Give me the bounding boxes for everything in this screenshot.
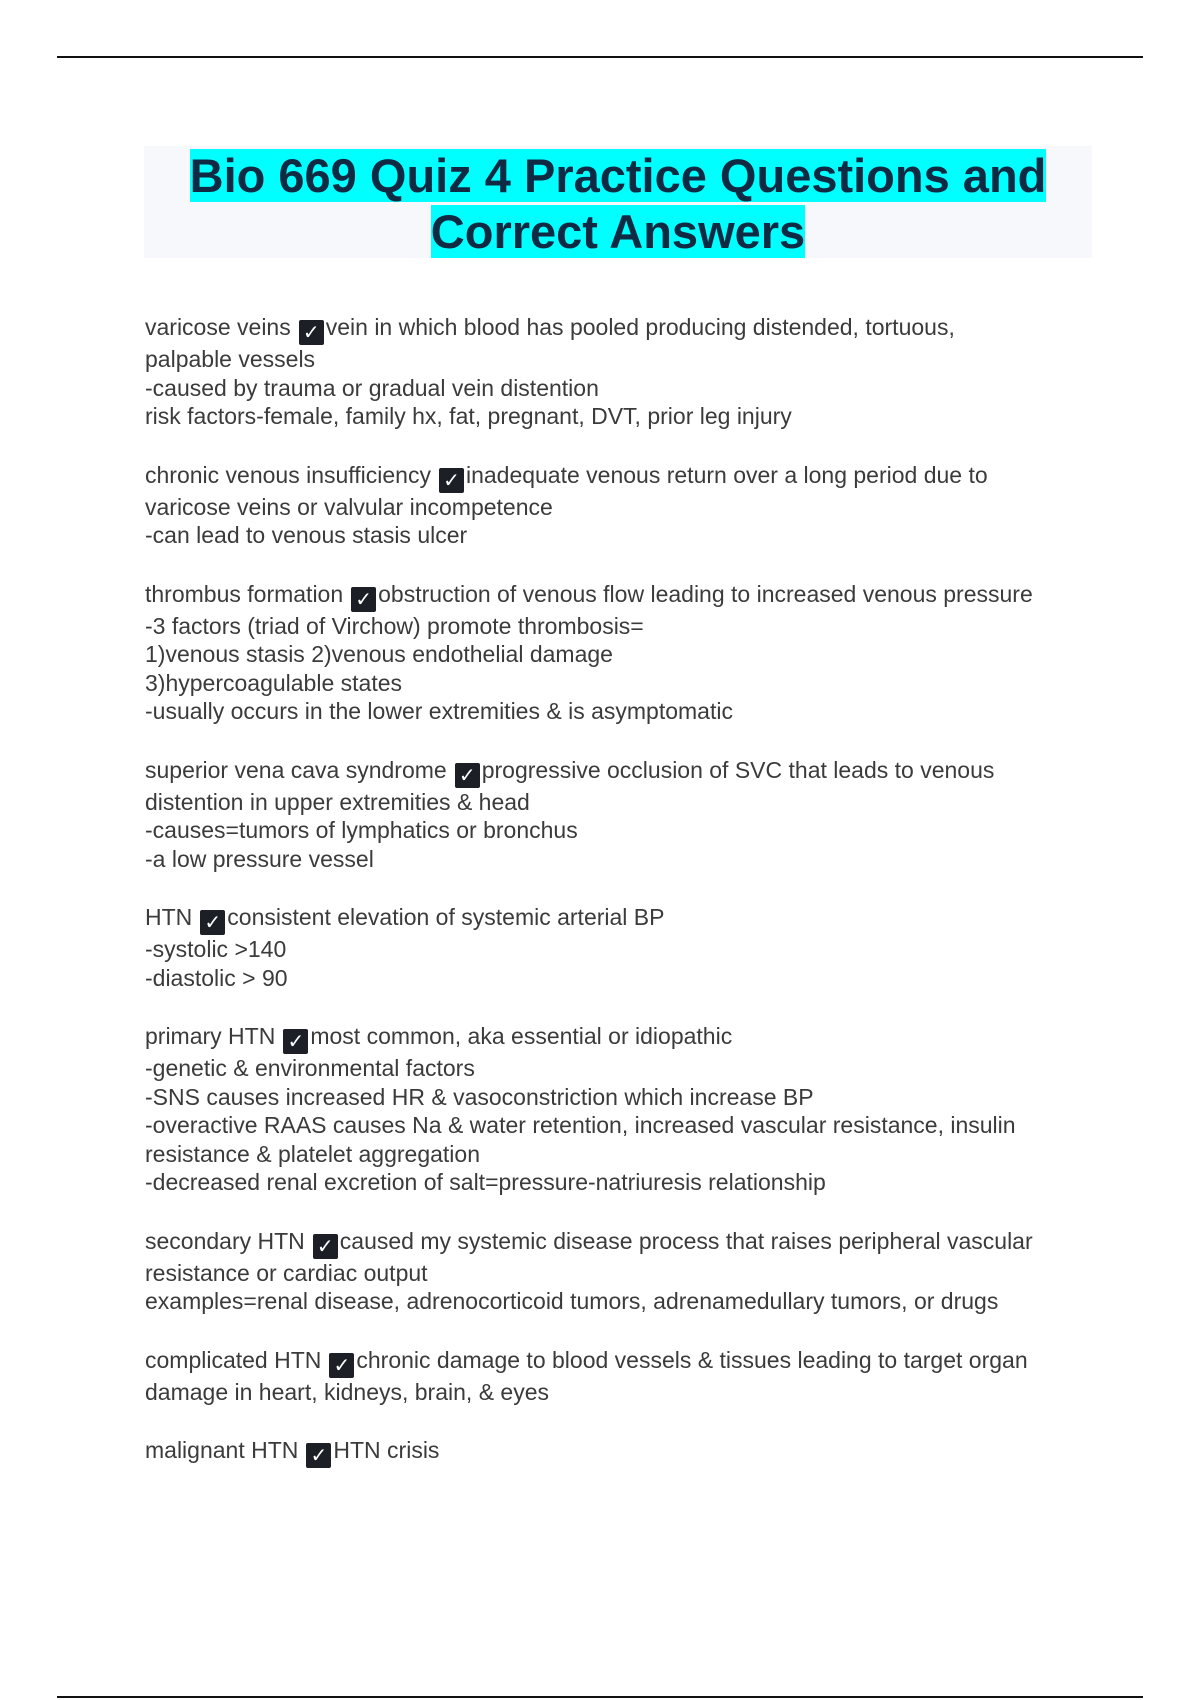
qa-list [145, 313, 1095, 1498]
qa-answer-line: -a low pressure vessel [145, 845, 374, 872]
title-banner [144, 146, 1092, 258]
qa-answer-line: -usually occurs in the lower extremities & is asymptomatic [145, 698, 733, 724]
qa-answer-start: obstruction of venous flow leading to increased venous pressure [378, 580, 1033, 607]
check-mark-icon: ✓ [283, 1029, 308, 1054]
qa-answer-line: -3 factors (triad of Virchow) promote thrombosis= [145, 612, 644, 639]
qa-answer-line: palpable vessels [145, 346, 316, 372]
check-mark-icon: ✓ [306, 1443, 331, 1468]
qa-entry [145, 580, 1095, 726]
qa-answer-line: -diastolic > 90 [145, 964, 288, 991]
qa-entry-first-line [145, 461, 1095, 493]
check-mark-icon: ✓ [455, 763, 480, 788]
qa-answer-line: -causes=tumors of lymphatics or bronchus [145, 817, 578, 843]
qa-answer-line: resistance or cardiac output [145, 1259, 428, 1286]
qa-entry [145, 313, 1095, 431]
qa-answer-start: HTN crisis [333, 1437, 440, 1463]
qa-term: superior vena cava syndrome [145, 756, 447, 783]
qa-entry-first-line [145, 1436, 1095, 1468]
qa-answer-line: distention in upper extremities & head [145, 788, 530, 815]
qa-entry-first-line [145, 1227, 1095, 1259]
qa-answer-line: -SNS causes increased HR & vasoconstriction which increase BP [145, 1083, 814, 1110]
page-title-line-1: Bio 669 Quiz 4 Practice Questions and [189, 149, 1047, 202]
qa-entry [145, 1436, 1095, 1468]
qa-answer-line: 3)hypercoagulable states [145, 669, 402, 696]
qa-entry-first-line [145, 1022, 1095, 1054]
qa-entry-first-line [145, 313, 1095, 345]
qa-answer-line: risk factors-female, family hx, fat, pregnant, DVT, prior leg injury [145, 403, 792, 429]
qa-answer-line: examples=renal disease, adrenocorticoid tumors, adrenamedullary tumors, or drugs [145, 1288, 999, 1314]
qa-answer-start: consistent elevation of systemic arterial BP [227, 904, 665, 930]
qa-entry-first-line [145, 580, 1095, 612]
check-mark-icon: ✓ [313, 1234, 338, 1259]
qa-answer-line: 1)venous stasis 2)venous endothelial damage [145, 641, 613, 667]
qa-answer-line: damage in heart, kidneys, brain, & eyes [145, 1378, 550, 1405]
qa-term: complicated HTN [145, 1346, 322, 1373]
qa-entry [145, 903, 1095, 992]
check-mark-icon: ✓ [299, 320, 324, 345]
qa-answer-start: inadequate venous return over a long period due to [465, 461, 988, 488]
qa-term: chronic venous insufficiency [145, 461, 431, 488]
qa-answer-start: chronic damage to blood vessels & tissues leading to target organ [356, 1346, 1028, 1373]
qa-entry-first-line [145, 756, 1095, 788]
qa-answer-line: -can lead to venous stasis ulcer [145, 522, 468, 548]
bottom-rule [57, 1696, 1143, 1698]
check-mark-icon: ✓ [200, 910, 225, 935]
qa-term: HTN [145, 904, 193, 930]
qa-answer-start: vein in which blood has pooled producing distended, tortuous, [325, 314, 955, 340]
qa-entry [145, 1346, 1095, 1407]
qa-answer-start: caused my systemic disease process that raises peripheral vascular [339, 1227, 1033, 1254]
qa-entry [145, 461, 1095, 550]
check-mark-icon: ✓ [351, 587, 376, 612]
qa-answer-start: progressive occlusion of SVC that leads to venous [481, 756, 995, 783]
qa-entry-first-line [145, 1346, 1095, 1378]
qa-entry [145, 756, 1095, 874]
check-mark-icon: ✓ [439, 468, 464, 493]
qa-answer-line: varicose veins or valvular incompetence [145, 493, 553, 520]
page-title [144, 146, 1092, 260]
check-mark-icon: ✓ [329, 1353, 354, 1378]
qa-answer-line: -decreased renal excretion of salt=pressure-natriuresis relationship [145, 1169, 826, 1195]
qa-term: secondary HTN [145, 1227, 305, 1254]
qa-entry [145, 1227, 1095, 1316]
qa-term: malignant HTN [145, 1437, 299, 1463]
qa-answer-start: most common, aka essential or idiopathic [310, 1023, 733, 1049]
qa-answer-line: -systolic >140 [145, 936, 287, 962]
qa-entry [145, 1022, 1095, 1197]
page-title-line-2: Correct Answers [430, 205, 806, 258]
qa-answer-line: -caused by trauma or gradual vein distention [145, 374, 599, 401]
qa-answer-line: resistance & platelet aggregation [145, 1140, 480, 1167]
qa-term: primary HTN [145, 1023, 276, 1049]
top-rule [57, 56, 1143, 58]
qa-term: varicose veins [145, 314, 291, 340]
qa-answer-line: -genetic & environmental factors [145, 1055, 475, 1081]
qa-answer-line: -overactive RAAS causes Na & water retention, increased vascular resistance, insulin [145, 1112, 1016, 1138]
qa-term: thrombus formation [145, 580, 344, 607]
qa-entry-first-line [145, 903, 1095, 935]
